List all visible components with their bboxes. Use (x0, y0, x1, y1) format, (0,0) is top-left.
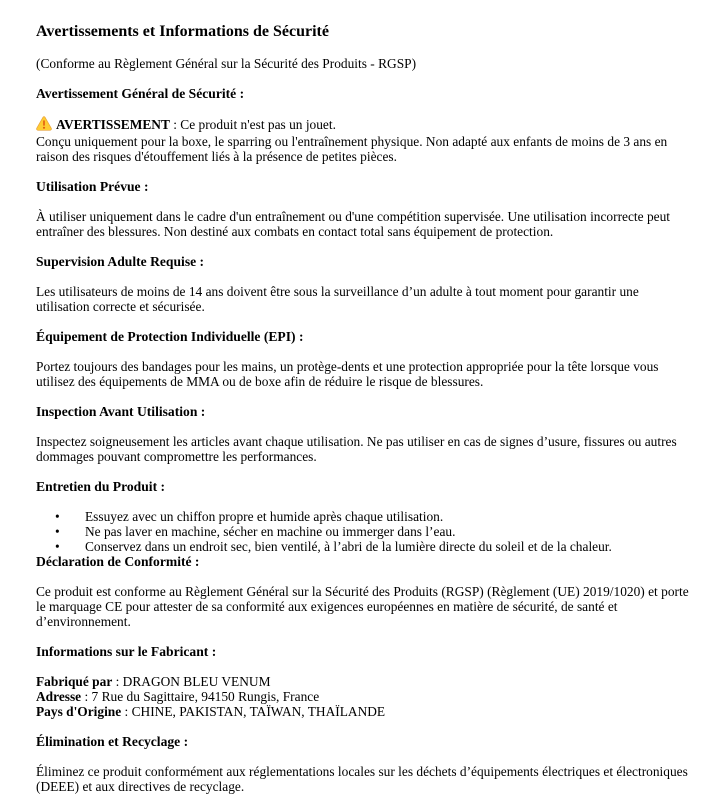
manufacturer-label: Fabriqué par (36, 674, 113, 689)
heading-manufacturer-info: Informations sur le Fabricant : (36, 644, 217, 659)
ppe-paragraph: Portez toujours des bandages pour les mains, un protège-dents et une protection appropriée pour la tête lorsque vous utilisez des équipements de MMA ou de boxe afin de réduire le risque de blessures. (36, 359, 659, 389)
heading-pre-use-inspection: Inspection Avant Utilisation : (36, 404, 206, 419)
manufacturer-row-made-by (36, 674, 694, 689)
warning-label: AVERTISSEMENT (56, 117, 170, 132)
warning-intro-text: : Ce produit n'est pas un jouet. (169, 117, 336, 132)
compliance-note: (Conforme au Règlement Général sur la Sécurité des Produits - RGSP) (36, 56, 417, 71)
manufacturer-row-address (36, 689, 694, 704)
heading-general-warning: Avertissement Général de Sécurité : (36, 86, 245, 101)
list-item: • Essuyez avec un chiffon propre et humide après chaque utilisation. (36, 509, 694, 524)
heading-intended-use: Utilisation Prévue : (36, 179, 149, 194)
manufacturer-value: : CHINE, PAKISTAN, TAÏWAN, THAÏLANDE (121, 704, 386, 719)
intended-use-paragraph: À utiliser uniquement dans le cadre d'un entraînement ou d'une compétition supervisée. Une utilisation incorrecte peut entraîner des blessures. Non destiné aux combats en contact total sans équipement de protection. (36, 209, 670, 239)
manufacturer-row-origin (36, 704, 694, 719)
heading-product-care: Entretien du Produit : (36, 479, 166, 494)
warning-triangle-icon (36, 116, 52, 134)
manufacturer-info-block (36, 674, 694, 719)
list-item: • Conservez dans un endroit sec, bien ventilé, à l’abri de la lumière directe du soleil et de la chaleur. (36, 539, 694, 554)
conformity-paragraph: Ce produit est conforme au Règlement Général sur la Sécurité des Produits (RGSP) (Règlement (UE) 2019/1020) et porte le marquage CE pour attester de sa conformité aux exigences européennes en matière de sécurité, de santé et d’environnement. (36, 584, 689, 629)
manufacturer-value: : DRAGON BLEU VENUM (112, 674, 271, 689)
heading-declaration-of-conformity: Déclaration de Conformité : (36, 554, 200, 569)
heading-adult-supervision: Supervision Adulte Requise : (36, 254, 205, 269)
list-item: • Ne pas laver en machine, sécher en machine ou immerger dans l’eau. (36, 524, 694, 539)
page-title: Avertissements et Informations de Sécurité (36, 23, 329, 40)
product-care-list (36, 509, 694, 554)
disposal-recycling-paragraph: Éliminez ce produit conformément aux réglementations locales sur les déchets d’équipements électriques et électroniques (DEEE) et aux directives de recyclage. (36, 764, 688, 794)
heading-disposal-recycling: Élimination et Recyclage : (36, 734, 189, 749)
manufacturer-label: Adresse (36, 689, 82, 704)
warning-body-text: Conçu uniquement pour la boxe, le sparring ou l'entraînement physique. Non adapté aux enfants de moins de 3 ans en raison des risques d'étouffement liés à la présence de petites pièces. (36, 134, 668, 164)
general-warning-paragraph (36, 116, 694, 164)
adult-supervision-paragraph: Les utilisateurs de moins de 14 ans doivent être sous la surveillance d’un adulte à tout moment pour garantir une utilisation correcte et sécurisée. (36, 284, 639, 314)
manufacturer-label: Pays d'Origine (36, 704, 122, 719)
manufacturer-value: : 7 Rue du Sagittaire, 94150 Rungis, France (81, 689, 320, 704)
heading-ppe: Équipement de Protection Individuelle (EPI) : (36, 329, 304, 344)
pre-use-inspection-paragraph: Inspectez soigneusement les articles avant chaque utilisation. Ne pas utiliser en cas de signes d’usure, fissures ou autres dommages pouvant compromettre les performances. (36, 434, 677, 464)
